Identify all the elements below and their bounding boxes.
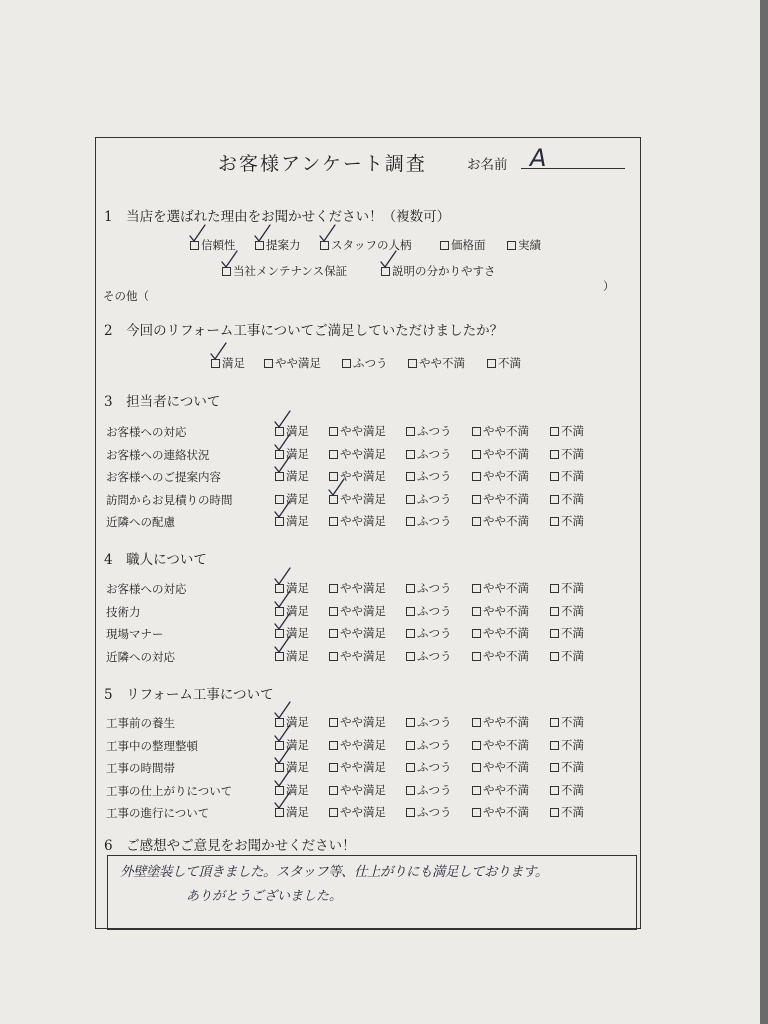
q3-heading: 3 担当者について: [104, 394, 221, 410]
q5-option[interactable]: [550, 804, 584, 820]
q4-option[interactable]: [406, 580, 452, 596]
q2-option[interactable]: [211, 355, 245, 371]
checkbox-icon[interactable]: [550, 427, 559, 436]
q1-other-label: その他（: [103, 289, 149, 303]
q3-row-label: 近隣への配慮: [106, 515, 175, 529]
option-label: 満足: [286, 469, 309, 483]
q3-option[interactable]: [550, 423, 584, 439]
checkbox-icon[interactable]: [406, 584, 415, 593]
q3-option[interactable]: [275, 423, 309, 439]
checkbox-icon[interactable]: [275, 607, 284, 616]
checkbox-icon[interactable]: [329, 718, 338, 727]
checkbox-icon[interactable]: [472, 786, 481, 795]
checkbox-icon[interactable]: [406, 786, 415, 795]
q1-other-close: ）: [603, 279, 615, 293]
option-label: 信頼性: [201, 238, 236, 252]
checkbox-icon[interactable]: [329, 495, 338, 504]
q4-option[interactable]: [275, 580, 309, 596]
option-label: 満足: [286, 581, 309, 595]
q5-heading: 5 リフォーム工事について: [104, 687, 274, 703]
q5-option[interactable]: [406, 782, 452, 798]
option-label: 不満: [498, 356, 521, 370]
q5-option[interactable]: [406, 737, 452, 753]
checkbox-icon[interactable]: [550, 763, 559, 772]
option-label: ふつう: [417, 514, 452, 528]
q3-option[interactable]: [329, 468, 386, 484]
checkbox-icon[interactable]: [275, 427, 284, 436]
q5-row-label: 工事の仕上がりについて: [106, 783, 233, 798]
checkbox-icon[interactable]: [472, 629, 481, 638]
q5-option[interactable]: [275, 782, 309, 798]
checkbox-icon[interactable]: [275, 450, 284, 459]
option-label: やや不満: [483, 581, 529, 595]
checkbox-icon[interactable]: [550, 584, 559, 593]
q2-option[interactable]: [487, 355, 521, 371]
checkbox-icon[interactable]: [329, 450, 338, 459]
q3-option[interactable]: [550, 513, 584, 529]
checkbox-icon[interactable]: [487, 359, 496, 368]
checkbox-icon[interactable]: [342, 359, 351, 368]
q4-option[interactable]: [550, 625, 584, 641]
q3-option[interactable]: [275, 513, 309, 529]
checkbox-icon[interactable]: [211, 359, 220, 368]
option-label: やや不満: [483, 715, 529, 729]
q3-option[interactable]: [550, 446, 584, 462]
checkbox-icon[interactable]: [550, 517, 559, 526]
option-label: やや不満: [483, 782, 529, 797]
option-label: ふつう: [417, 424, 452, 438]
option-label: ふつう: [417, 446, 452, 461]
option-label: 満足: [222, 356, 245, 370]
checkbox-icon[interactable]: [406, 652, 415, 661]
option-label: 満足: [286, 424, 309, 438]
q5-option[interactable]: [275, 804, 309, 820]
option-label: 不満: [561, 514, 584, 528]
q4-option[interactable]: [472, 648, 529, 664]
q4-option[interactable]: [329, 648, 386, 664]
q2-option[interactable]: [342, 355, 388, 371]
checkbox-icon[interactable]: [406, 741, 415, 750]
q5-option[interactable]: [275, 737, 309, 753]
q5-option[interactable]: [550, 759, 584, 775]
option-label: やや満足: [340, 446, 386, 461]
option-label: 不満: [561, 446, 584, 461]
option-label: やや満足: [340, 514, 386, 528]
q1-option[interactable]: [320, 237, 412, 253]
q5-option[interactable]: [275, 759, 309, 775]
checkbox-icon[interactable]: [440, 241, 449, 250]
checkbox-icon[interactable]: [275, 763, 284, 772]
checkbox-icon[interactable]: [472, 741, 481, 750]
checkbox-icon[interactable]: [406, 450, 415, 459]
checkbox-icon[interactable]: [550, 629, 559, 638]
option-label: ふつう: [417, 491, 452, 506]
checkbox-icon[interactable]: [329, 517, 338, 526]
q4-row-label: 近隣への対応: [106, 649, 175, 664]
q5-option[interactable]: [406, 804, 452, 820]
q3-option[interactable]: [550, 468, 584, 484]
checkbox-icon[interactable]: [406, 427, 415, 436]
checkbox-icon[interactable]: [329, 607, 338, 616]
q3-option[interactable]: [275, 468, 309, 484]
checkbox-icon[interactable]: [472, 718, 481, 727]
option-label: やや満足: [340, 581, 386, 595]
q2-option[interactable]: [264, 355, 321, 371]
checkbox-icon[interactable]: [406, 495, 415, 504]
checkbox-icon[interactable]: [550, 652, 559, 661]
option-label: やや不満: [483, 446, 529, 461]
option-label: 不満: [561, 760, 584, 774]
q3-option[interactable]: [406, 446, 452, 462]
checkbox-icon[interactable]: [406, 763, 415, 772]
option-label: やや不満: [483, 648, 529, 663]
q5-row-label: 工事中の整理整頓: [106, 738, 198, 753]
option-label: 満足: [286, 491, 309, 506]
option-label: 不満: [561, 782, 584, 797]
checkbox-icon[interactable]: [275, 629, 284, 638]
checkbox-icon[interactable]: [406, 472, 415, 481]
q5-option[interactable]: [550, 737, 584, 753]
option-label: 満足: [286, 446, 309, 461]
q4-option[interactable]: [550, 648, 584, 664]
option-label: ふつう: [417, 782, 452, 797]
option-label: ふつう: [417, 760, 452, 774]
option-label: 満足: [286, 715, 309, 729]
checkbox-icon[interactable]: [472, 763, 481, 772]
q3-option[interactable]: [472, 468, 529, 484]
q1-option[interactable]: [255, 237, 301, 253]
option-label: ふつう: [417, 581, 452, 595]
option-label: やや満足: [340, 469, 386, 483]
checkbox-icon[interactable]: [329, 808, 338, 817]
option-label: 不満: [561, 737, 584, 752]
checkbox-icon[interactable]: [472, 472, 481, 481]
option-label: ふつう: [417, 648, 452, 663]
q5-row-label: 工事の時間帯: [106, 761, 175, 775]
q3-row-label: お客様へのご提案内容: [106, 470, 221, 484]
checkbox-icon[interactable]: [472, 808, 481, 817]
checkbox-icon[interactable]: [550, 786, 559, 795]
option-label: ふつう: [353, 356, 388, 370]
name-label: お名前: [467, 157, 508, 173]
option-label: 不満: [561, 424, 584, 438]
option-label: やや満足: [340, 603, 386, 618]
q5-option[interactable]: [329, 759, 386, 775]
q4-option[interactable]: [275, 625, 309, 641]
comment-line-2: ありがとうございました。: [186, 889, 343, 904]
q1-option[interactable]: [222, 263, 347, 279]
q3-option[interactable]: [550, 491, 584, 507]
checkbox-icon[interactable]: [275, 741, 284, 750]
checkbox-icon[interactable]: [550, 718, 559, 727]
q3-row-label: お客様への対応: [106, 425, 187, 439]
option-label: 満足: [286, 514, 309, 528]
checkbox-icon[interactable]: [329, 741, 338, 750]
option-label: やや満足: [340, 782, 386, 797]
checkbox-icon[interactable]: [329, 629, 338, 638]
q4-option[interactable]: [329, 603, 386, 619]
form-title: お客様アンケート調査: [218, 153, 427, 175]
option-label: 価格面: [451, 238, 486, 252]
option-label: 説明の分かりやすさ: [392, 264, 496, 278]
checkbox-icon[interactable]: [406, 629, 415, 638]
checkbox-icon[interactable]: [329, 786, 338, 795]
q3-option[interactable]: [329, 491, 386, 507]
q3-row-label: 訪問からお見積りの時間: [106, 492, 233, 507]
comment-line-1: 外壁塗装して頂きました。スタッフ等、仕上がりにも満足しております。: [120, 864, 548, 880]
checkbox-icon[interactable]: [472, 427, 481, 436]
q4-option[interactable]: [550, 580, 584, 596]
q1-option[interactable]: [440, 237, 486, 253]
option-label: ふつう: [417, 626, 452, 640]
checkbox-icon[interactable]: [329, 472, 338, 481]
checkbox-icon[interactable]: [275, 472, 284, 481]
q5-option[interactable]: [275, 714, 309, 730]
q5-option[interactable]: [329, 782, 386, 798]
checkbox-icon[interactable]: [255, 241, 264, 250]
q4-option[interactable]: [329, 580, 386, 596]
checkbox-icon[interactable]: [275, 584, 284, 593]
checkbox-icon[interactable]: [320, 241, 329, 250]
option-label: やや不満: [483, 805, 529, 819]
q4-option[interactable]: [329, 625, 386, 641]
name-value[interactable]: A: [530, 144, 547, 172]
checkbox-icon[interactable]: [275, 517, 284, 526]
q5-option[interactable]: [550, 714, 584, 730]
q4-option[interactable]: [472, 625, 529, 641]
q5-option[interactable]: [329, 714, 386, 730]
checkbox-icon[interactable]: [275, 786, 284, 795]
checkbox-icon[interactable]: [472, 517, 481, 526]
checkbox-icon[interactable]: [329, 584, 338, 593]
option-label: やや満足: [340, 424, 386, 438]
checkbox-icon[interactable]: [406, 808, 415, 817]
q5-option[interactable]: [329, 737, 386, 753]
q5-option[interactable]: [329, 804, 386, 820]
option-label: やや不満: [483, 469, 529, 483]
option-label: 不満: [561, 491, 584, 506]
option-label: やや満足: [340, 648, 386, 663]
checkbox-icon[interactable]: [406, 718, 415, 727]
option-label: やや満足: [340, 737, 386, 752]
q5-option[interactable]: [472, 759, 529, 775]
checkbox-icon[interactable]: [275, 718, 284, 727]
option-label: 不満: [561, 469, 584, 483]
option-label: 満足: [286, 648, 309, 663]
checkbox-icon[interactable]: [190, 241, 199, 250]
option-label: 実績: [518, 238, 541, 252]
option-label: 不満: [561, 603, 584, 618]
q3-option[interactable]: [406, 468, 452, 484]
option-label: ふつう: [417, 805, 452, 819]
q6-heading: 6 ご感想やご意見をお聞かせください！: [104, 838, 356, 854]
checkbox-icon[interactable]: [472, 652, 481, 661]
checkbox-icon[interactable]: [222, 267, 231, 276]
checkbox-icon[interactable]: [275, 652, 284, 661]
checkbox-icon[interactable]: [550, 607, 559, 616]
option-label: ふつう: [417, 737, 452, 752]
option-label: 満足: [286, 782, 309, 797]
checkbox-icon[interactable]: [329, 427, 338, 436]
checkbox-icon[interactable]: [264, 359, 273, 368]
q5-option[interactable]: [550, 782, 584, 798]
q4-option[interactable]: [406, 648, 452, 664]
q4-heading: 4 職人について: [104, 552, 207, 568]
option-label: やや満足: [340, 805, 386, 819]
checkbox-icon[interactable]: [472, 450, 481, 459]
option-label: 当社メンテナンス保証: [233, 264, 348, 278]
q3-option[interactable]: [472, 423, 529, 439]
q5-option[interactable]: [472, 714, 529, 730]
checkbox-icon[interactable]: [550, 450, 559, 459]
option-label: 満足: [286, 760, 309, 774]
q5-option[interactable]: [406, 714, 452, 730]
option-label: 不満: [561, 581, 584, 595]
option-label: やや不満: [419, 356, 465, 370]
option-label: やや満足: [340, 626, 386, 640]
option-label: ふつう: [417, 603, 452, 618]
option-label: やや不満: [483, 760, 529, 774]
checkbox-icon[interactable]: [507, 241, 516, 250]
checkbox-icon[interactable]: [275, 495, 284, 504]
q4-option[interactable]: [406, 603, 452, 619]
option-label: 満足: [286, 737, 309, 752]
option-label: やや不満: [483, 491, 529, 506]
option-label: 満足: [286, 805, 309, 819]
option-label: 不満: [561, 805, 584, 819]
option-label: やや満足: [340, 715, 386, 729]
q5-option[interactable]: [472, 737, 529, 753]
q4-option[interactable]: [472, 580, 529, 596]
option-label: やや不満: [483, 626, 529, 640]
q3-row-label: お客様への連絡状況: [106, 447, 210, 462]
checkbox-icon[interactable]: [550, 808, 559, 817]
option-label: やや満足: [275, 356, 321, 370]
q4-row-label: お客様への対応: [106, 582, 187, 596]
q5-row-label: 工事前の養生: [106, 716, 175, 730]
checkbox-icon[interactable]: [550, 495, 559, 504]
checkbox-icon[interactable]: [472, 495, 481, 504]
checkbox-icon[interactable]: [381, 267, 390, 276]
checkbox-icon[interactable]: [275, 808, 284, 817]
q3-option[interactable]: [329, 513, 386, 529]
option-label: やや不満: [483, 737, 529, 752]
q4-option[interactable]: [550, 603, 584, 619]
q2-option[interactable]: [408, 355, 465, 371]
option-label: やや不満: [483, 514, 529, 528]
q2-heading: 2 今回のリフォーム工事についてご満足していただけましたか？: [104, 323, 504, 339]
q5-option[interactable]: [406, 759, 452, 775]
option-label: やや不満: [483, 424, 529, 438]
checkbox-icon[interactable]: [550, 472, 559, 481]
q3-option[interactable]: [472, 513, 529, 529]
checkbox-icon[interactable]: [472, 607, 481, 616]
q4-row-label: 現場マナー: [106, 627, 164, 641]
checkbox-icon[interactable]: [406, 607, 415, 616]
q5-row-label: 工事の進行について: [106, 806, 210, 820]
q5-option[interactable]: [472, 804, 529, 820]
option-label: 不満: [561, 715, 584, 729]
checkbox-icon[interactable]: [408, 359, 417, 368]
q4-option[interactable]: [406, 625, 452, 641]
q3-option[interactable]: [275, 491, 309, 507]
option-label: 満足: [286, 603, 309, 618]
q4-option[interactable]: [275, 603, 309, 619]
q5-option[interactable]: [472, 782, 529, 798]
q3-option[interactable]: [472, 491, 529, 507]
q1-option[interactable]: [381, 263, 496, 279]
option-label: 不満: [561, 648, 584, 663]
option-label: 不満: [561, 626, 584, 640]
q1-option[interactable]: [507, 237, 541, 253]
q3-option[interactable]: [472, 446, 529, 462]
q1-heading: 1 当店を選ばれた理由をお聞かせください！（複数可）: [104, 209, 451, 225]
checkbox-icon[interactable]: [472, 584, 481, 593]
q4-option[interactable]: [275, 648, 309, 664]
q4-option[interactable]: [472, 603, 529, 619]
checkbox-icon[interactable]: [329, 763, 338, 772]
option-label: 満足: [286, 626, 309, 640]
option-label: ふつう: [417, 715, 452, 729]
checkbox-icon[interactable]: [406, 517, 415, 526]
q3-option[interactable]: [275, 446, 309, 462]
q3-option[interactable]: [329, 423, 386, 439]
option-label: やや不満: [483, 603, 529, 618]
q3-option[interactable]: [406, 423, 452, 439]
q3-option[interactable]: [329, 446, 386, 462]
option-label: スタッフの人柄: [331, 238, 412, 252]
option-label: やや満足: [340, 491, 386, 506]
q3-option[interactable]: [406, 491, 452, 507]
q3-option[interactable]: [406, 513, 452, 529]
q4-row-label: 技術力: [106, 604, 141, 619]
option-label: やや満足: [340, 760, 386, 774]
option-label: 提案力: [266, 238, 301, 252]
checkbox-icon[interactable]: [329, 652, 338, 661]
option-label: ふつう: [417, 469, 452, 483]
name-underline: [521, 168, 625, 169]
q1-option[interactable]: [190, 237, 236, 253]
checkbox-icon[interactable]: [550, 741, 559, 750]
